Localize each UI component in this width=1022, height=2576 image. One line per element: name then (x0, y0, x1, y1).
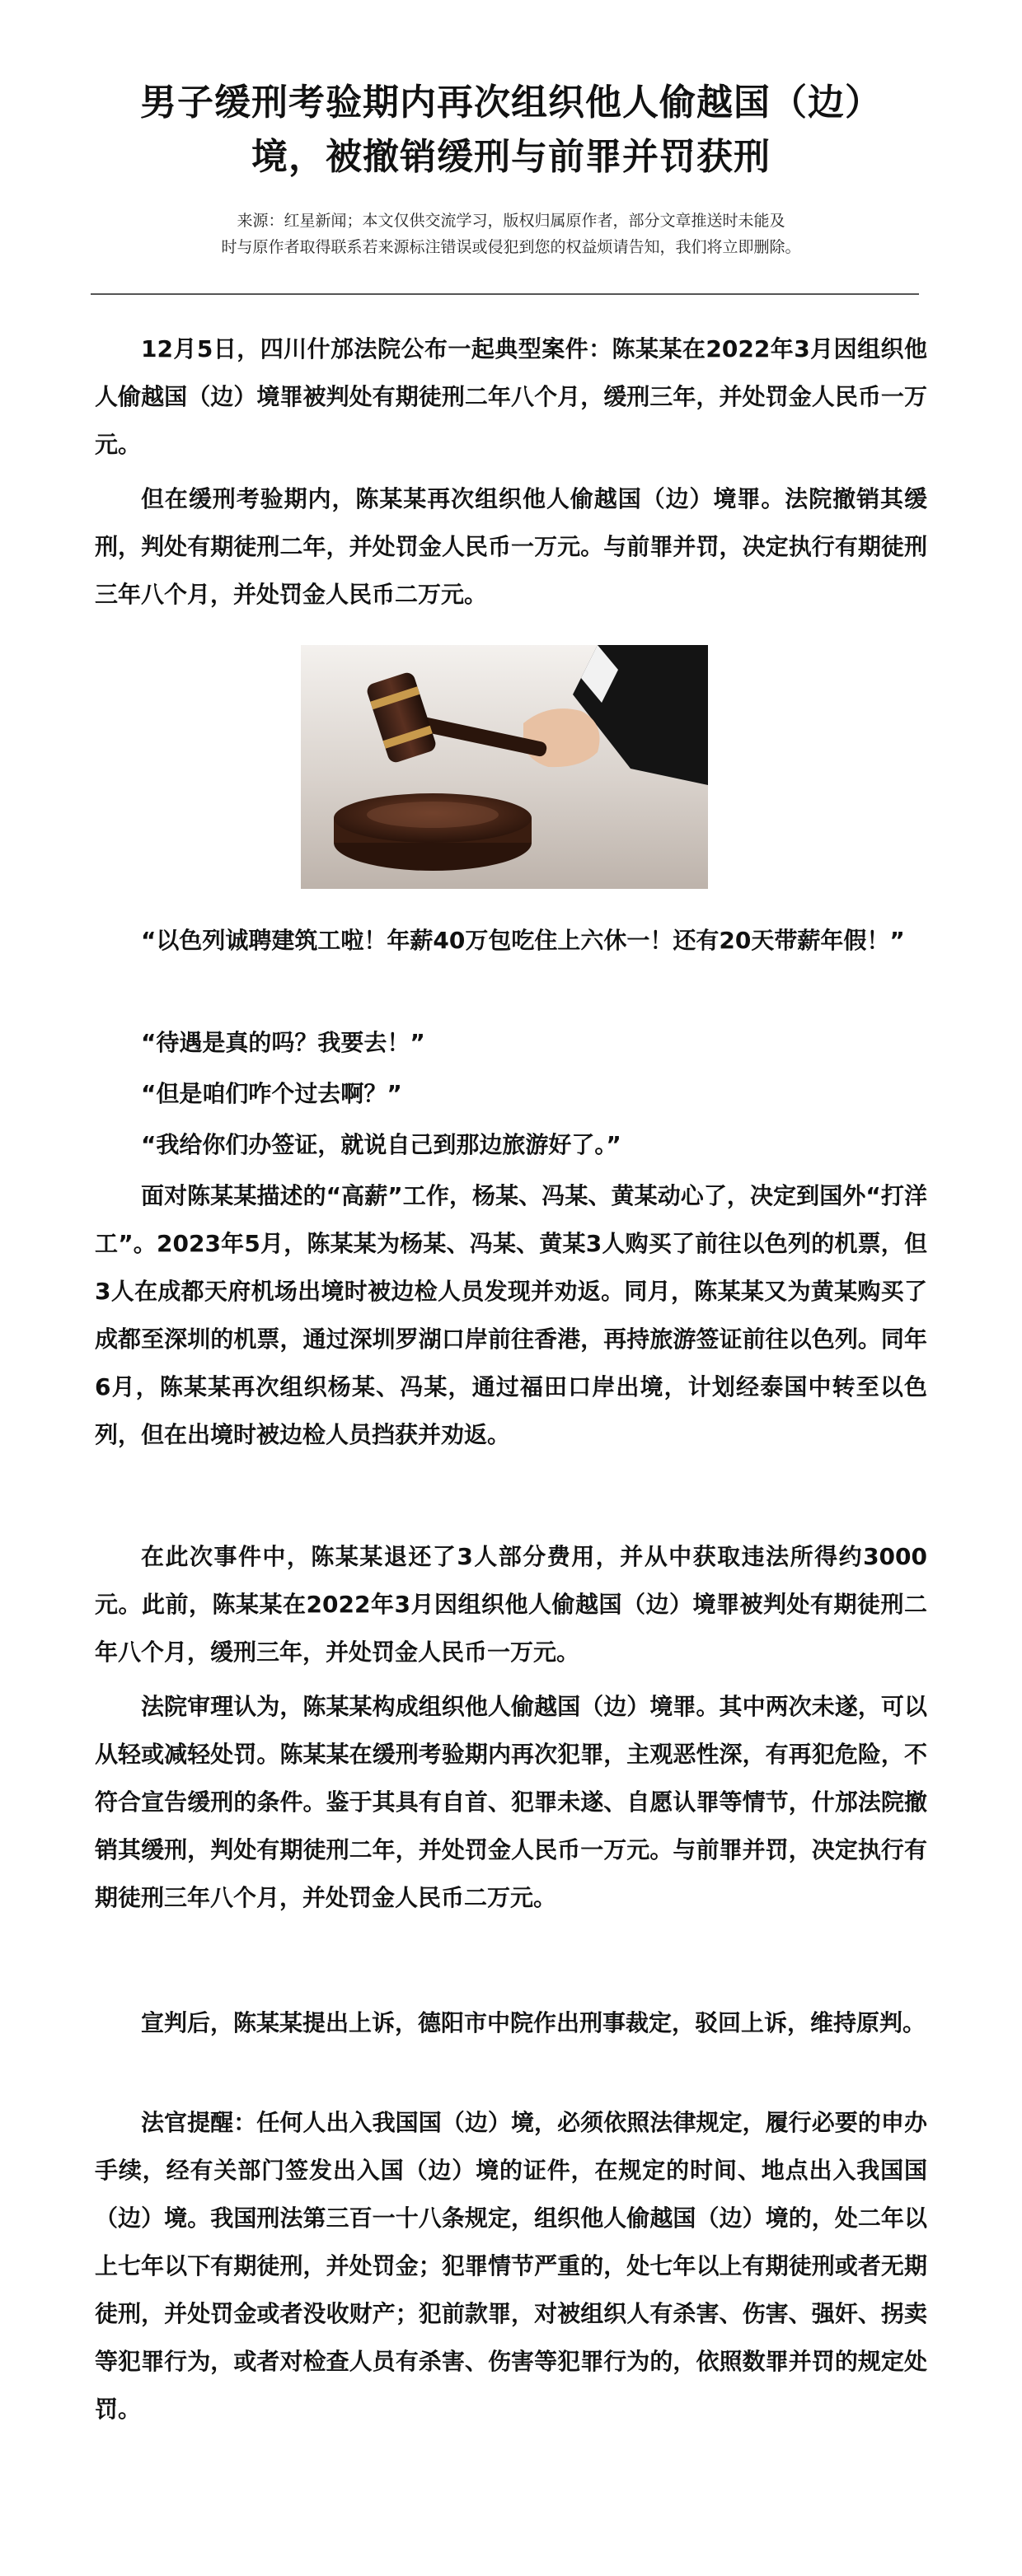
source-notice (0, 208, 1022, 260)
article-title (0, 76, 1022, 185)
title-line-2: 境，被撤销缓刑与前罪并罚获刑 (251, 136, 771, 178)
paragraph-8: 在此次事件中，陈某某退还了3人部分费用，并从中获取违法所得约3000元。此前，陈某某在2022年3月因组织他人偷越国（边）境罪被判处有期徒刑二年八个月，缓刑三年，并处罚金人民币一万元。 (95, 1543, 927, 1666)
paragraph-1: 12月5日，四川什邡法院公布一起典型案件：陈某某在2022年3月因组织他人偷越国（边）境罪被判处有期徒刑二年八个月，缓刑三年，并处罚金人民币一万元。 (95, 335, 927, 458)
paragraph-9: 法院审理认为，陈某某构成组织他人偷越国（边）境罪。其中两次未遂，可以从轻或减轻处罚。陈某某在缓刑考验期内再次犯罪，主观恶性深，有再犯危险，不符合宣告缓刑的条件。鉴于其具有自首、犯罪未遂、自愿认罪等情节，什邡法院撤销其缓刑，判处有期徒刑二年，并处罚金人民币一万元。与前罪并罚，决定执行有期徒刑三年八个月，并处罚金人民币二万元。 (95, 1693, 927, 1911)
paragraph-6: “我给你们办签证，就说自己到那边旅游好了。” (141, 1131, 621, 1158)
paragraph-3: “以色列诚聘建筑工啦！年薪40万包吃住上六休一！还有20天带薪年假！” (141, 927, 905, 954)
paragraph-11: 法官提醒：任何人出入我国国（边）境，必须依照法律规定，履行必要的申办手续，经有关部门签发出入国（边）境的证件，在规定的时间、地点出入我国国（边）境。我国刑法第三百一十八条规定，组织他人偷越国（边）境的，处二年以上七年以下有期徒刑，并处罚金；犯罪情节严重的，处七年以上有期徒刑或者无期徒刑，并处罚金或者没收财产；犯前款罪，对被组织人有杀害、伤害、强奸、拐卖等犯罪行为，或者对检查人员有杀害、伤害等犯罪行为的，依照数罪并罚的规定处罚。 (95, 2109, 927, 2423)
paragraph-2: 但在缓刑考验期内，陈某某再次组织他人偷越国（边）境罪。法院撤销其缓刑，判处有期徒刑二年，并处罚金人民币一万元。与前罪并罚，决定执行有期徒刑三年八个月，并处罚金人民币二万元。 (95, 485, 927, 608)
source-line-2: 时与原作者取得联系若来源标注错误或侵犯到您的权益烦请告知，我们将立即删除。 (221, 238, 801, 256)
paragraph-7: 面对陈某某描述的“高薪”工作，杨某、冯某、黄某动心了，决定到国外“打洋工”。2023年5月，陈某某为杨某、冯某、黄某3人购买了前往以色列的机票，但3人在成都天府机场出境时被边检人员发现并劝返。同月，陈某某又为黄某购买了成都至深圳的机票，通过深圳罗湖口岸前往香港，再持旅游签证前往以色列。同年6月，陈某某再次组织杨某、冯某，通过福田口岸出境，计划经泰国中转至以色列，但在出境时被边检人员挡获并劝返。 (95, 1182, 927, 1448)
header-divider (91, 293, 919, 295)
source-line-1: 来源：红星新闻；本文仅供交流学习，版权归属原作者，部分文章推送时未能及 (237, 212, 785, 230)
gavel-illustration-icon (301, 645, 708, 889)
paragraph-5: “但是咱们咋个过去啊？” (141, 1080, 402, 1107)
paragraph-10: 宣判后，陈某某提出上诉，德阳市中院作出刑事裁定，驳回上诉，维持原判。 (141, 2009, 926, 2036)
title-line-1: 男子缓刑考验期内再次组织他人偷越国（边） (140, 82, 882, 124)
paragraph-4: “待遇是真的吗？我要去！” (141, 1029, 425, 1056)
